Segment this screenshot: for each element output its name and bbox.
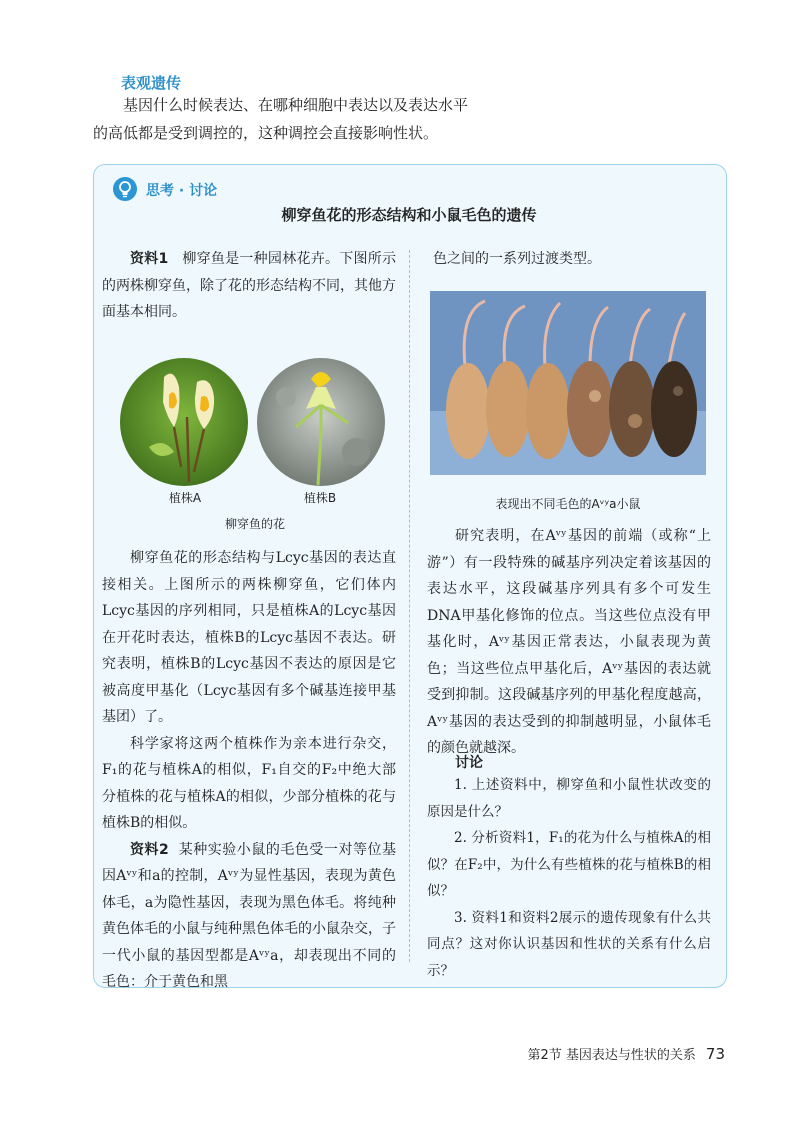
intro-line-2: 的高低都是受到调控的，这种调控会直接影响性状。 <box>93 124 439 142</box>
material-2-lead: 资料2 <box>130 841 169 858</box>
think-discuss-label: 思考 · 讨论 <box>146 183 218 199</box>
intro-line-1: 基因什么时候表达、在哪种细胞中表达以及表达水平 <box>123 96 469 114</box>
question-1: 1. 上述资料中，柳穿鱼和小鼠性状改变的原因是什么？ <box>427 777 711 820</box>
mice-photo <box>430 291 706 475</box>
material-1-intro <box>102 246 396 326</box>
material-1-text: 柳穿鱼是一种园林花卉。下图所示的两株柳穿鱼，除了花的形态结构不同，其他方面基本相同。 <box>102 251 396 320</box>
mice-figure-caption: 表现出不同毛色的Aᵛʸa小鼠 <box>495 497 641 511</box>
column-divider <box>409 250 410 962</box>
box-title: 柳穿鱼花的形态结构和小鼠毛色的遗传 <box>281 206 537 224</box>
section-title: 表观遗传 <box>121 74 182 92</box>
discussion-heading: 讨论 <box>455 755 483 771</box>
page-footer <box>528 1044 726 1063</box>
lightbulb-icon <box>113 177 137 201</box>
right-body <box>427 523 711 762</box>
page-number: 73 <box>705 1045 725 1063</box>
discussion-questions <box>427 772 711 984</box>
plant-a-label: 植株A <box>168 491 202 505</box>
question-2: 2. 分析资料1，F₁的花为什么与植株A的相似？在F₂中，为什么有些植株的花与植株B的相似？ <box>427 830 711 899</box>
flower-plant-a-image <box>119 357 249 487</box>
material-1-lead: 资料1 <box>130 251 169 267</box>
methylation-paragraph: 研究表明，在Aᵛʸ基因的前端（或称“上游”）有一段特殊的碱基序列决定着该基因的表达水平，这段碱基序列具有多个可发生DNA甲基化修饰的位点。当这些位点没有甲基化时，Aᵛʸ基因正常表达，小鼠表现为黄色；当这些位点甲基化后，Aᵛʸ基因的表达就受到抑制。这段碱基序列的甲基化程度越高，Aᵛʸ基因的表达受到的抑制越明显，小鼠体毛的颜色就越深。 <box>427 528 711 756</box>
question-3: 3. 资料1和资料2展示的遗传现象有什么共同点？这对你认识基因和性状的关系有什么启示？ <box>427 909 711 979</box>
flower-plant-b-image <box>256 357 386 487</box>
flower-figure-caption: 柳穿鱼的花 <box>224 517 285 531</box>
lcyc-paragraph: 柳穿鱼花的形态结构与Lcyc基因的表达直接相关。上图所示的两株柳穿鱼，它们体内Lcyc基因的序列相同，只是植株A的Lcyc基因在开花时表达，植株B的Lcyc基因不表达。研究表明，植株B的Lcyc基因不表达的原因是它被高度甲基化（Lcyc基因有多个碱基连接甲基基团）了。 <box>102 550 396 725</box>
material-2-text: 某种实验小鼠的毛色受一对等位基因Aᵛʸ和a的控制，Aᵛʸ为显性基因，表现为黄色体毛，a为隐性基因，表现为黑色体毛。将纯种黄色体毛的小鼠与纯种黑色体毛的小鼠杂交，子一代小鼠的基因型都是Aᵛʸa，却表现出不同的毛色：介于黄色和黑 <box>102 841 397 990</box>
footer-section: 第2节 基因表达与性状的关系 <box>527 1048 696 1063</box>
cross-paragraph: 科学家将这两个植株作为亲本进行杂交，F₁的花与植株A的相似，F₁自交的F₂中绝大部分植株的花与植株A的相似，少部分植株的花与植株B的相似。 <box>102 735 396 831</box>
left-body <box>102 545 396 996</box>
material-2-continuation: 色之间的一系列过渡类型。 <box>433 251 601 267</box>
plant-b-label: 植株B <box>303 491 337 505</box>
